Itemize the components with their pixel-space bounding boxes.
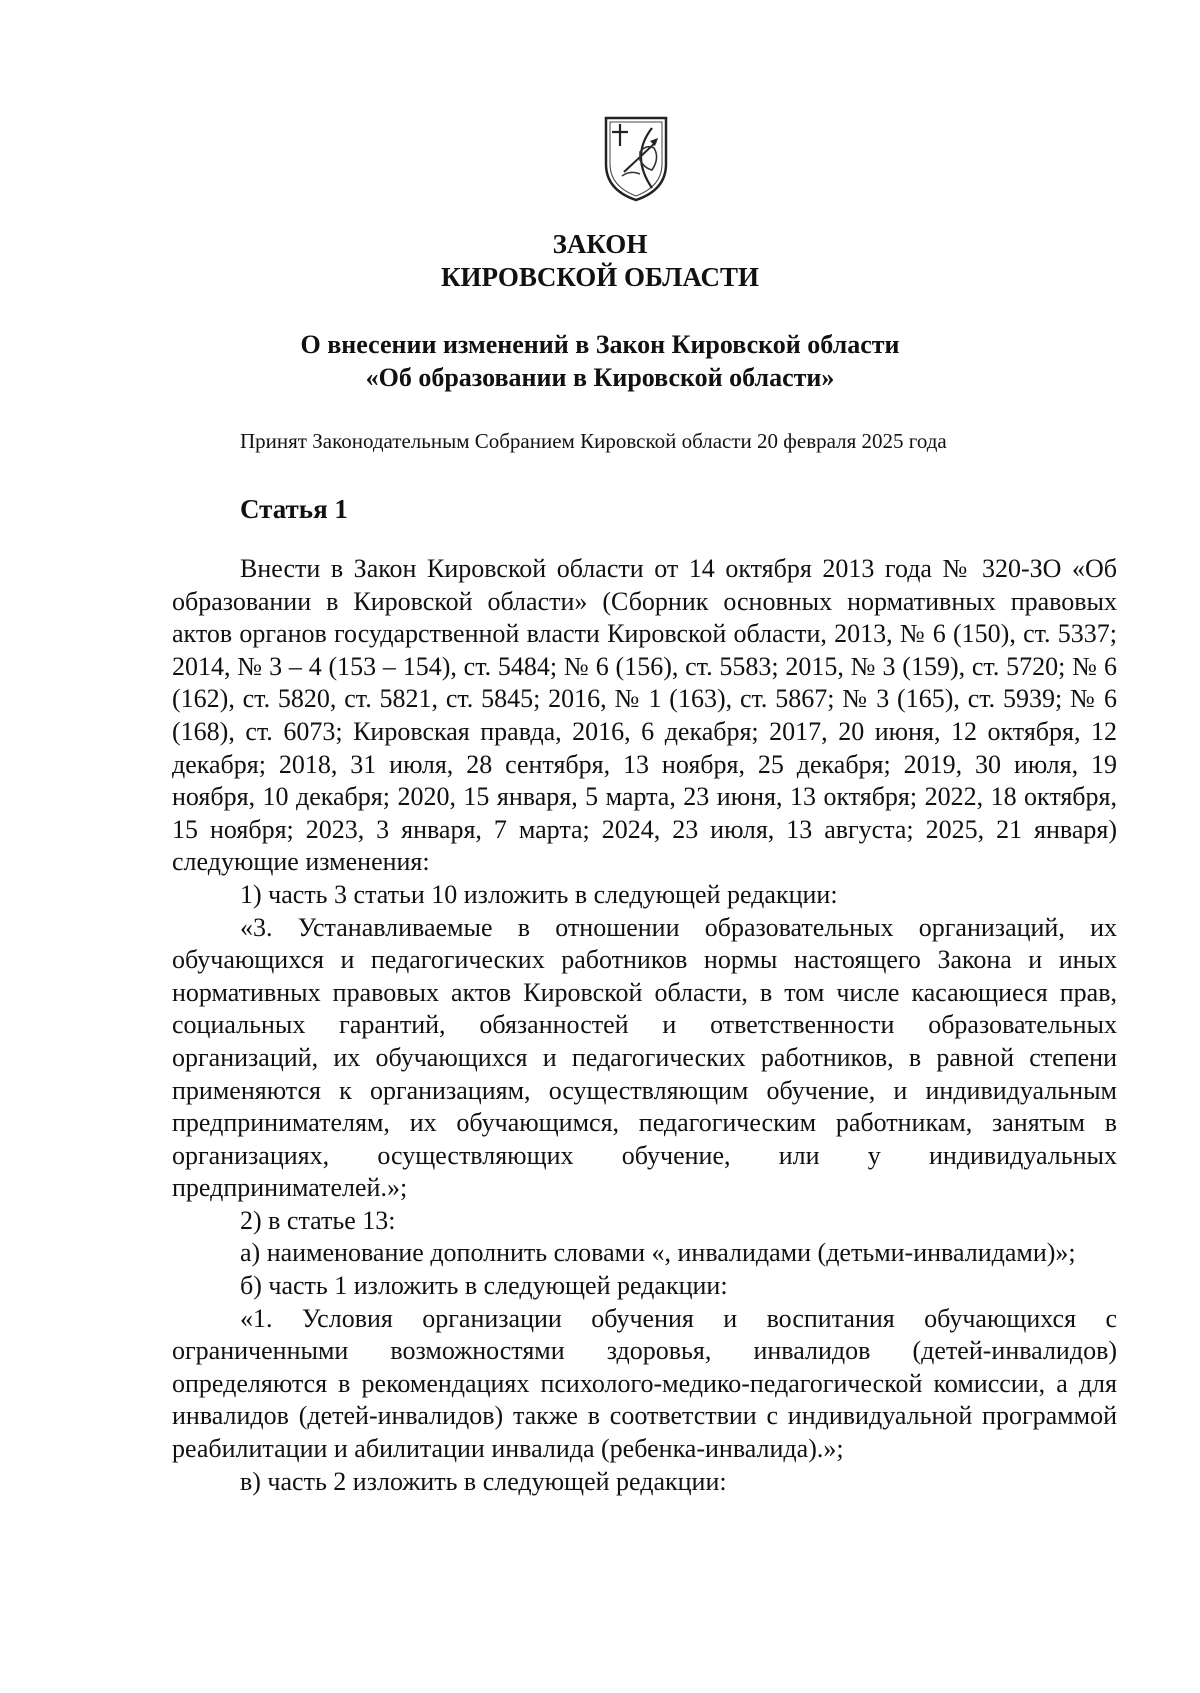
paragraph-subitem-v: в) часть 2 изложить в следующей редакции:: [240, 1466, 727, 1496]
paragraph-item-1: 1) часть 3 статьи 10 изложить в следующей редакции:: [240, 879, 838, 909]
coat-of-arms-icon: [600, 112, 672, 204]
article-heading: Статья 1: [240, 494, 348, 524]
title-line-2: КИРОВСКОЙ ОБЛАСТИ: [440, 262, 760, 292]
law-title: [0, 228, 1200, 294]
paragraph-quote-3: «3. Устанавливаемые в отношении образовательных организаций, их обучающихся и педагогических работников нормы настоящего Закона и иных нормативных правовых актов Кировской области, в том числе касающиеся прав, социальных гарантий, обязанностей и ответственности образовательных организаций, их обучающихся и педагогических работников, в равной степени применяются к организациям, осуществляющим обучение, и индивидуальным предпринимателям, их обучающимся, педагогическим работникам, занятым в организациях, осуществляющих обучение, или у индивидуальных предпринимателей.»;: [172, 912, 1117, 1203]
paragraph-subitem-a: а) наименование дополнить словами «, инвалидами (детьми-инвалидами)»;: [240, 1238, 1076, 1268]
paragraph-subitem-b: б) часть 1 изложить в следующей редакции:: [240, 1271, 728, 1301]
paragraph-item-2: 2) в статье 13:: [240, 1205, 396, 1235]
paragraph-intro: Внести в Закон Кировской области от 14 октября 2013 года № 320-ЗО «Об образовании в Кировской области» (Сборник основных нормативных правовых актов органов государственной власти Кировской области, 2013, № 6 (150), ст. 5337; 2014, № 3 – 4 (153 – 154), ст. 5484; № 6 (156), ст. 5583; 2015, № 3 (159), ст. 5720; № 6 (162), ст. 5820, ст. 5821, ст. 5845; 2016, № 1 (163), ст. 5867; № 3 (165), ст. 5939; № 6 (168), ст. 6073; Кировская правда, 2016, 6 декабря; 2017, 20 июня, 12 октября, 12 декабря; 2018, 31 июля, 28 сентября, 13 ноября, 25 декабря; 2019, 30 июля, 19 ноября, 10 декабря; 2020, 15 января, 5 марта, 23 июня, 13 октября; 2022, 18 октября, 15 ноября; 2023, 3 января, 7 марта; 2024, 23 июля, 13 августа; 2025, 21 января) следующие изменения:: [172, 554, 1117, 877]
title-line-1: ЗАКОН: [552, 229, 648, 259]
subtitle-line-1: О внесении изменений в Закон Кировской области: [300, 330, 900, 359]
paragraph-quote-1: «1. Условия организации обучения и воспитания обучающихся с ограниченными возможностями здоровья, инвалидов (детей-инвалидов) определяются в рекомендациях психолого-медико-педагогической комиссии, а для инвалидов (детей-инвалидов) также в соответствии с индивидуальной программой реабилитации и абилитации инвалида (ребенка-инвалида).»;: [172, 1303, 1117, 1464]
subtitle-line-2: «Об образовании в Кировской области»: [365, 363, 835, 392]
adoption-note: Принят Законодательным Собранием Кировской области 20 февраля 2025 года: [240, 429, 947, 453]
article-body: [172, 553, 1117, 1498]
law-subtitle: [0, 328, 1200, 394]
